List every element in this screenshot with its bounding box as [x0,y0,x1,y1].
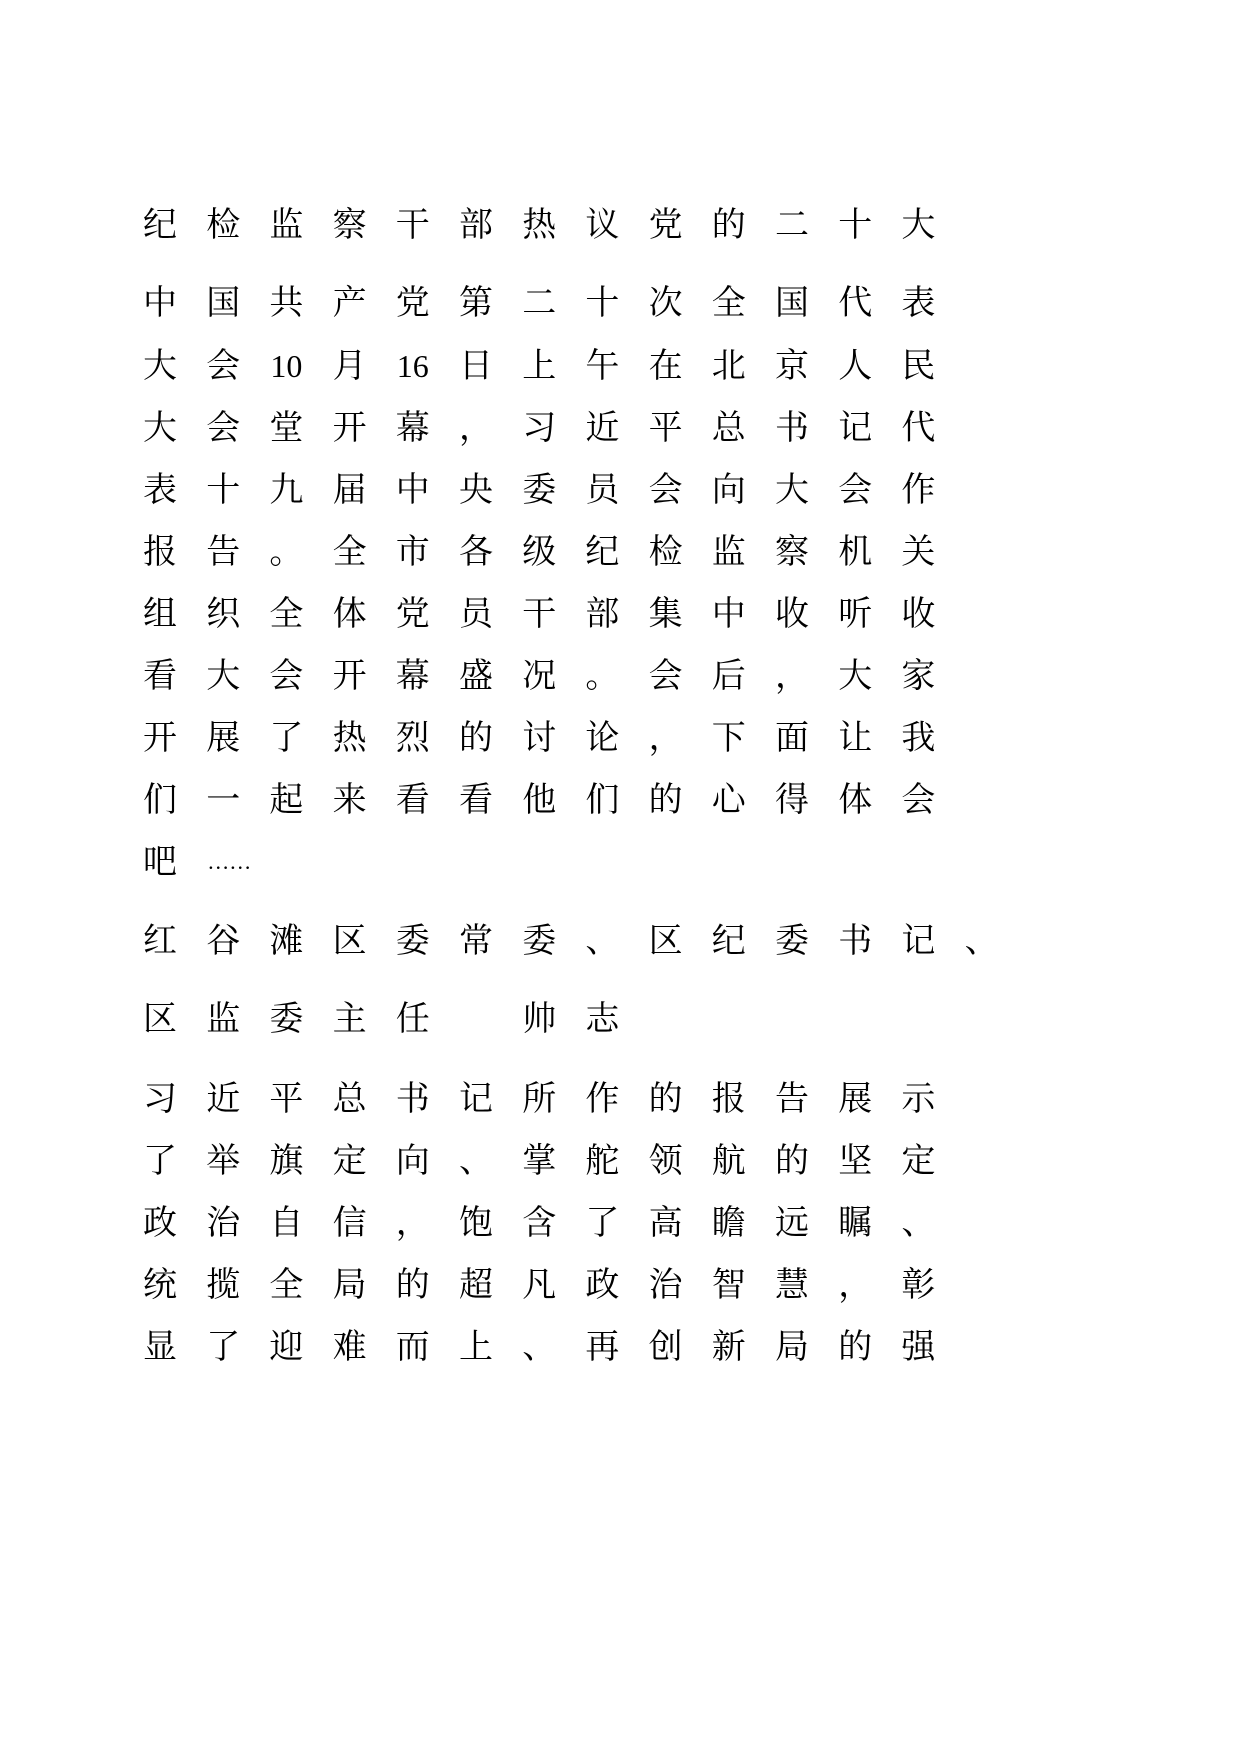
glyph: 创 [648,1327,683,1367]
glyph: 十 [838,205,873,245]
glyph: 向 [395,1141,430,1181]
glyph: 级 [522,532,557,572]
glyph: 开 [332,408,367,448]
glyph: 、 [459,1141,493,1181]
glyph: 大 [143,346,177,386]
glyph: 、 [585,921,620,961]
glyph: 总 [711,408,746,448]
glyph: 月 [332,346,367,386]
glyph: 16 [396,348,429,384]
glyph: 书 [775,408,809,448]
glyph: 委 [395,921,430,961]
glyph: 纪 [143,205,177,245]
glyph: 干 [522,594,557,634]
glyph: 了 [206,1327,241,1367]
glyph: 看 [143,656,177,696]
glyph: 政 [585,1265,620,1305]
glyph: 帅 [522,999,557,1039]
glyph: 会 [206,346,241,386]
glyph: 心 [711,780,746,820]
glyph: 瞻 [711,1203,746,1243]
glyph: 们 [143,780,177,820]
glyph: 高 [648,1203,683,1243]
glyph: 热 [332,718,367,758]
glyph: 定 [332,1141,367,1181]
glyph: 监 [206,999,241,1039]
glyph: 智 [711,1265,746,1305]
glyph: 讨 [522,718,557,758]
glyph: 午 [585,346,620,386]
glyph: 体 [332,594,367,634]
glyph: 会 [838,470,873,510]
glyph: 统 [143,1265,177,1305]
glyph: 京 [775,346,809,386]
glyph: ， [838,1265,873,1305]
glyph: 的 [648,1079,683,1119]
glyph: 烈 [395,718,430,758]
glyph: 记 [901,921,936,961]
glyph: 盛 [459,656,493,696]
glyph: 监 [269,205,304,245]
glyph: 大 [775,470,809,510]
glyph: 委 [522,921,557,961]
glyph: 区 [648,921,683,961]
glyph: 党 [395,594,430,634]
glyph: 纪 [585,532,620,572]
glyph: 来 [332,780,367,820]
glyph: 表 [143,470,177,510]
glyph: 近 [206,1079,241,1119]
glyph: 他 [522,780,557,820]
glyph: ， [459,408,493,448]
glyph: 次 [648,283,683,323]
glyph: 我 [901,718,936,758]
glyph: 领 [648,1141,683,1181]
glyph: 委 [775,921,809,961]
glyph: 全 [269,594,304,634]
glyph: 第 [459,283,493,323]
glyph: 体 [838,780,873,820]
glyph: 织 [206,594,241,634]
glyph: 热 [522,205,557,245]
glyph: 书 [395,1079,430,1119]
glyph: 难 [332,1327,367,1367]
glyph: 10 [270,348,303,384]
glyph: 强 [901,1327,936,1367]
glyph: 干 [395,205,430,245]
glyph: 部 [585,594,620,634]
glyph: 十 [585,283,620,323]
glyph: 、 [522,1327,557,1367]
glyph: 员 [459,594,493,634]
glyph: 看 [395,780,430,820]
glyph: 国 [206,283,241,323]
glyph: 监 [711,532,746,572]
glyph: 慧 [775,1265,809,1305]
glyph: 集 [648,594,683,634]
glyph: 展 [206,718,241,758]
glyph: 、 [964,921,999,961]
glyph: 吧 [143,842,177,882]
glyph: 作 [901,470,936,510]
glyph: 远 [775,1203,809,1243]
glyph: 举 [206,1141,241,1181]
glyph: ， [648,718,683,758]
glyph: 习 [143,1079,177,1119]
glyph: 告 [206,532,241,572]
glyph: 论 [585,718,620,758]
glyph: 展 [838,1079,873,1119]
glyph: 揽 [206,1265,241,1305]
glyph: 产 [332,283,367,323]
glyph: 会 [206,408,241,448]
glyph: 记 [838,408,873,448]
glyph: 再 [585,1327,620,1367]
glyph: 大 [143,408,177,448]
glyph: 作 [585,1079,620,1119]
glyph: 听 [838,594,873,634]
glyph: 习 [522,408,557,448]
glyph: 的 [838,1327,873,1367]
glyph: …… [207,849,252,874]
glyph: 上 [459,1327,493,1367]
glyph: 红 [143,921,177,961]
glyph: 自 [269,1203,304,1243]
glyph: 区 [332,921,367,961]
glyph: 北 [711,346,746,386]
glyph: 幕 [395,408,430,448]
glyph: 各 [459,532,493,572]
glyph: ， [395,1203,430,1243]
glyph: 国 [775,283,809,323]
glyph: 的 [711,205,746,245]
glyph: 示 [901,1079,936,1119]
glyph: 信 [332,1203,367,1243]
glyph: 彰 [901,1265,936,1305]
glyph: 的 [459,718,493,758]
glyph: 含 [522,1203,557,1243]
glyph: 全 [332,532,367,572]
glyph: 会 [901,780,936,820]
glyph: 起 [269,780,304,820]
glyph: 。 [269,532,304,572]
glyph: 中 [395,470,430,510]
glyph: 届 [332,470,367,510]
glyph: 家 [901,656,936,696]
glyph: 会 [648,656,683,696]
glyph: 的 [775,1141,809,1181]
glyph: 超 [459,1265,493,1305]
glyph: 治 [648,1265,683,1305]
glyph: 常 [459,921,493,961]
glyph: 让 [838,718,873,758]
glyph: 会 [269,656,304,696]
glyph: 察 [775,532,809,572]
glyph: 的 [395,1265,430,1305]
glyph: 政 [143,1203,177,1243]
glyph: 开 [332,656,367,696]
glyph: 告 [775,1079,809,1119]
glyph: 委 [269,999,304,1039]
glyph: 局 [332,1265,367,1305]
glyph: 主 [332,999,367,1039]
glyph: 迎 [269,1327,304,1367]
glyph: 新 [711,1327,746,1367]
glyph: 检 [648,532,683,572]
glyph: 定 [901,1141,936,1181]
glyph: 会 [648,470,683,510]
glyph: 局 [775,1327,809,1367]
glyph: 在 [648,346,683,386]
glyph: 平 [648,408,683,448]
glyph: 二 [522,283,557,323]
glyph: 区 [143,999,177,1039]
glyph: 滩 [269,921,304,961]
glyph: 而 [395,1327,430,1367]
glyph: 议 [585,205,620,245]
glyph: 人 [838,346,873,386]
glyph: 纪 [711,921,746,961]
glyph: 察 [332,205,367,245]
glyph: 代 [838,283,873,323]
glyph: 收 [775,594,809,634]
glyph: 显 [143,1327,177,1367]
glyph: 。 [585,656,620,696]
glyph: 平 [269,1079,304,1119]
glyph: 大 [838,656,873,696]
glyph: 收 [901,594,936,634]
glyph: 十 [206,470,241,510]
glyph: 委 [522,470,557,510]
glyph: 书 [838,921,873,961]
glyph: 后 [711,656,746,696]
glyph: 民 [901,346,936,386]
glyph: 党 [648,205,683,245]
glyph: 报 [143,532,177,572]
glyph: 近 [585,408,620,448]
glyph: 央 [459,470,493,510]
glyph: 所 [522,1079,557,1119]
glyph: 日 [459,346,493,386]
glyph: 上 [522,346,557,386]
glyph: 党 [395,283,430,323]
glyph: 谷 [206,921,241,961]
glyph: 了 [143,1141,177,1181]
glyph: 了 [269,718,304,758]
glyph: 大 [901,205,936,245]
glyph: 旗 [269,1141,304,1181]
glyph: 坚 [838,1141,873,1181]
glyph: 组 [143,594,177,634]
glyph: 总 [332,1079,367,1119]
glyph: 机 [838,532,873,572]
glyph: 了 [585,1203,620,1243]
glyph: 大 [206,656,241,696]
glyph: 的 [648,780,683,820]
glyph: 们 [585,780,620,820]
glyph: 得 [775,780,809,820]
glyph: 检 [206,205,241,245]
glyph: 堂 [269,408,304,448]
glyph: 瞩 [838,1203,873,1243]
glyph: 航 [711,1141,746,1181]
glyph: 记 [459,1079,493,1119]
glyph: 、 [901,1203,936,1243]
glyph: 凡 [522,1265,557,1305]
glyph: 任 [395,999,430,1039]
glyph: 下 [711,718,746,758]
glyph: 中 [711,594,746,634]
glyph: 志 [585,999,620,1039]
glyph: 报 [711,1079,746,1119]
glyph: 开 [143,718,177,758]
glyph: 幕 [395,656,430,696]
glyph: 全 [711,283,746,323]
glyph: 员 [585,470,620,510]
glyph: 代 [901,408,936,448]
glyph: 舵 [585,1141,620,1181]
glyph: 关 [901,532,936,572]
glyph: 共 [269,283,304,323]
glyph: 向 [711,470,746,510]
glyph: 一 [206,780,241,820]
glyph: 二 [775,205,809,245]
glyph: 市 [395,532,430,572]
glyph: 掌 [522,1141,557,1181]
glyph: 看 [459,780,493,820]
glyph: 表 [901,283,936,323]
glyph: 部 [459,205,493,245]
glyph: ， [775,656,809,696]
glyph: 全 [269,1265,304,1305]
glyph: 中 [143,283,177,323]
glyph: 饱 [459,1203,493,1243]
glyph: 治 [206,1203,241,1243]
glyph: 面 [775,718,809,758]
glyph: 九 [269,470,304,510]
glyph: 况 [522,656,557,696]
